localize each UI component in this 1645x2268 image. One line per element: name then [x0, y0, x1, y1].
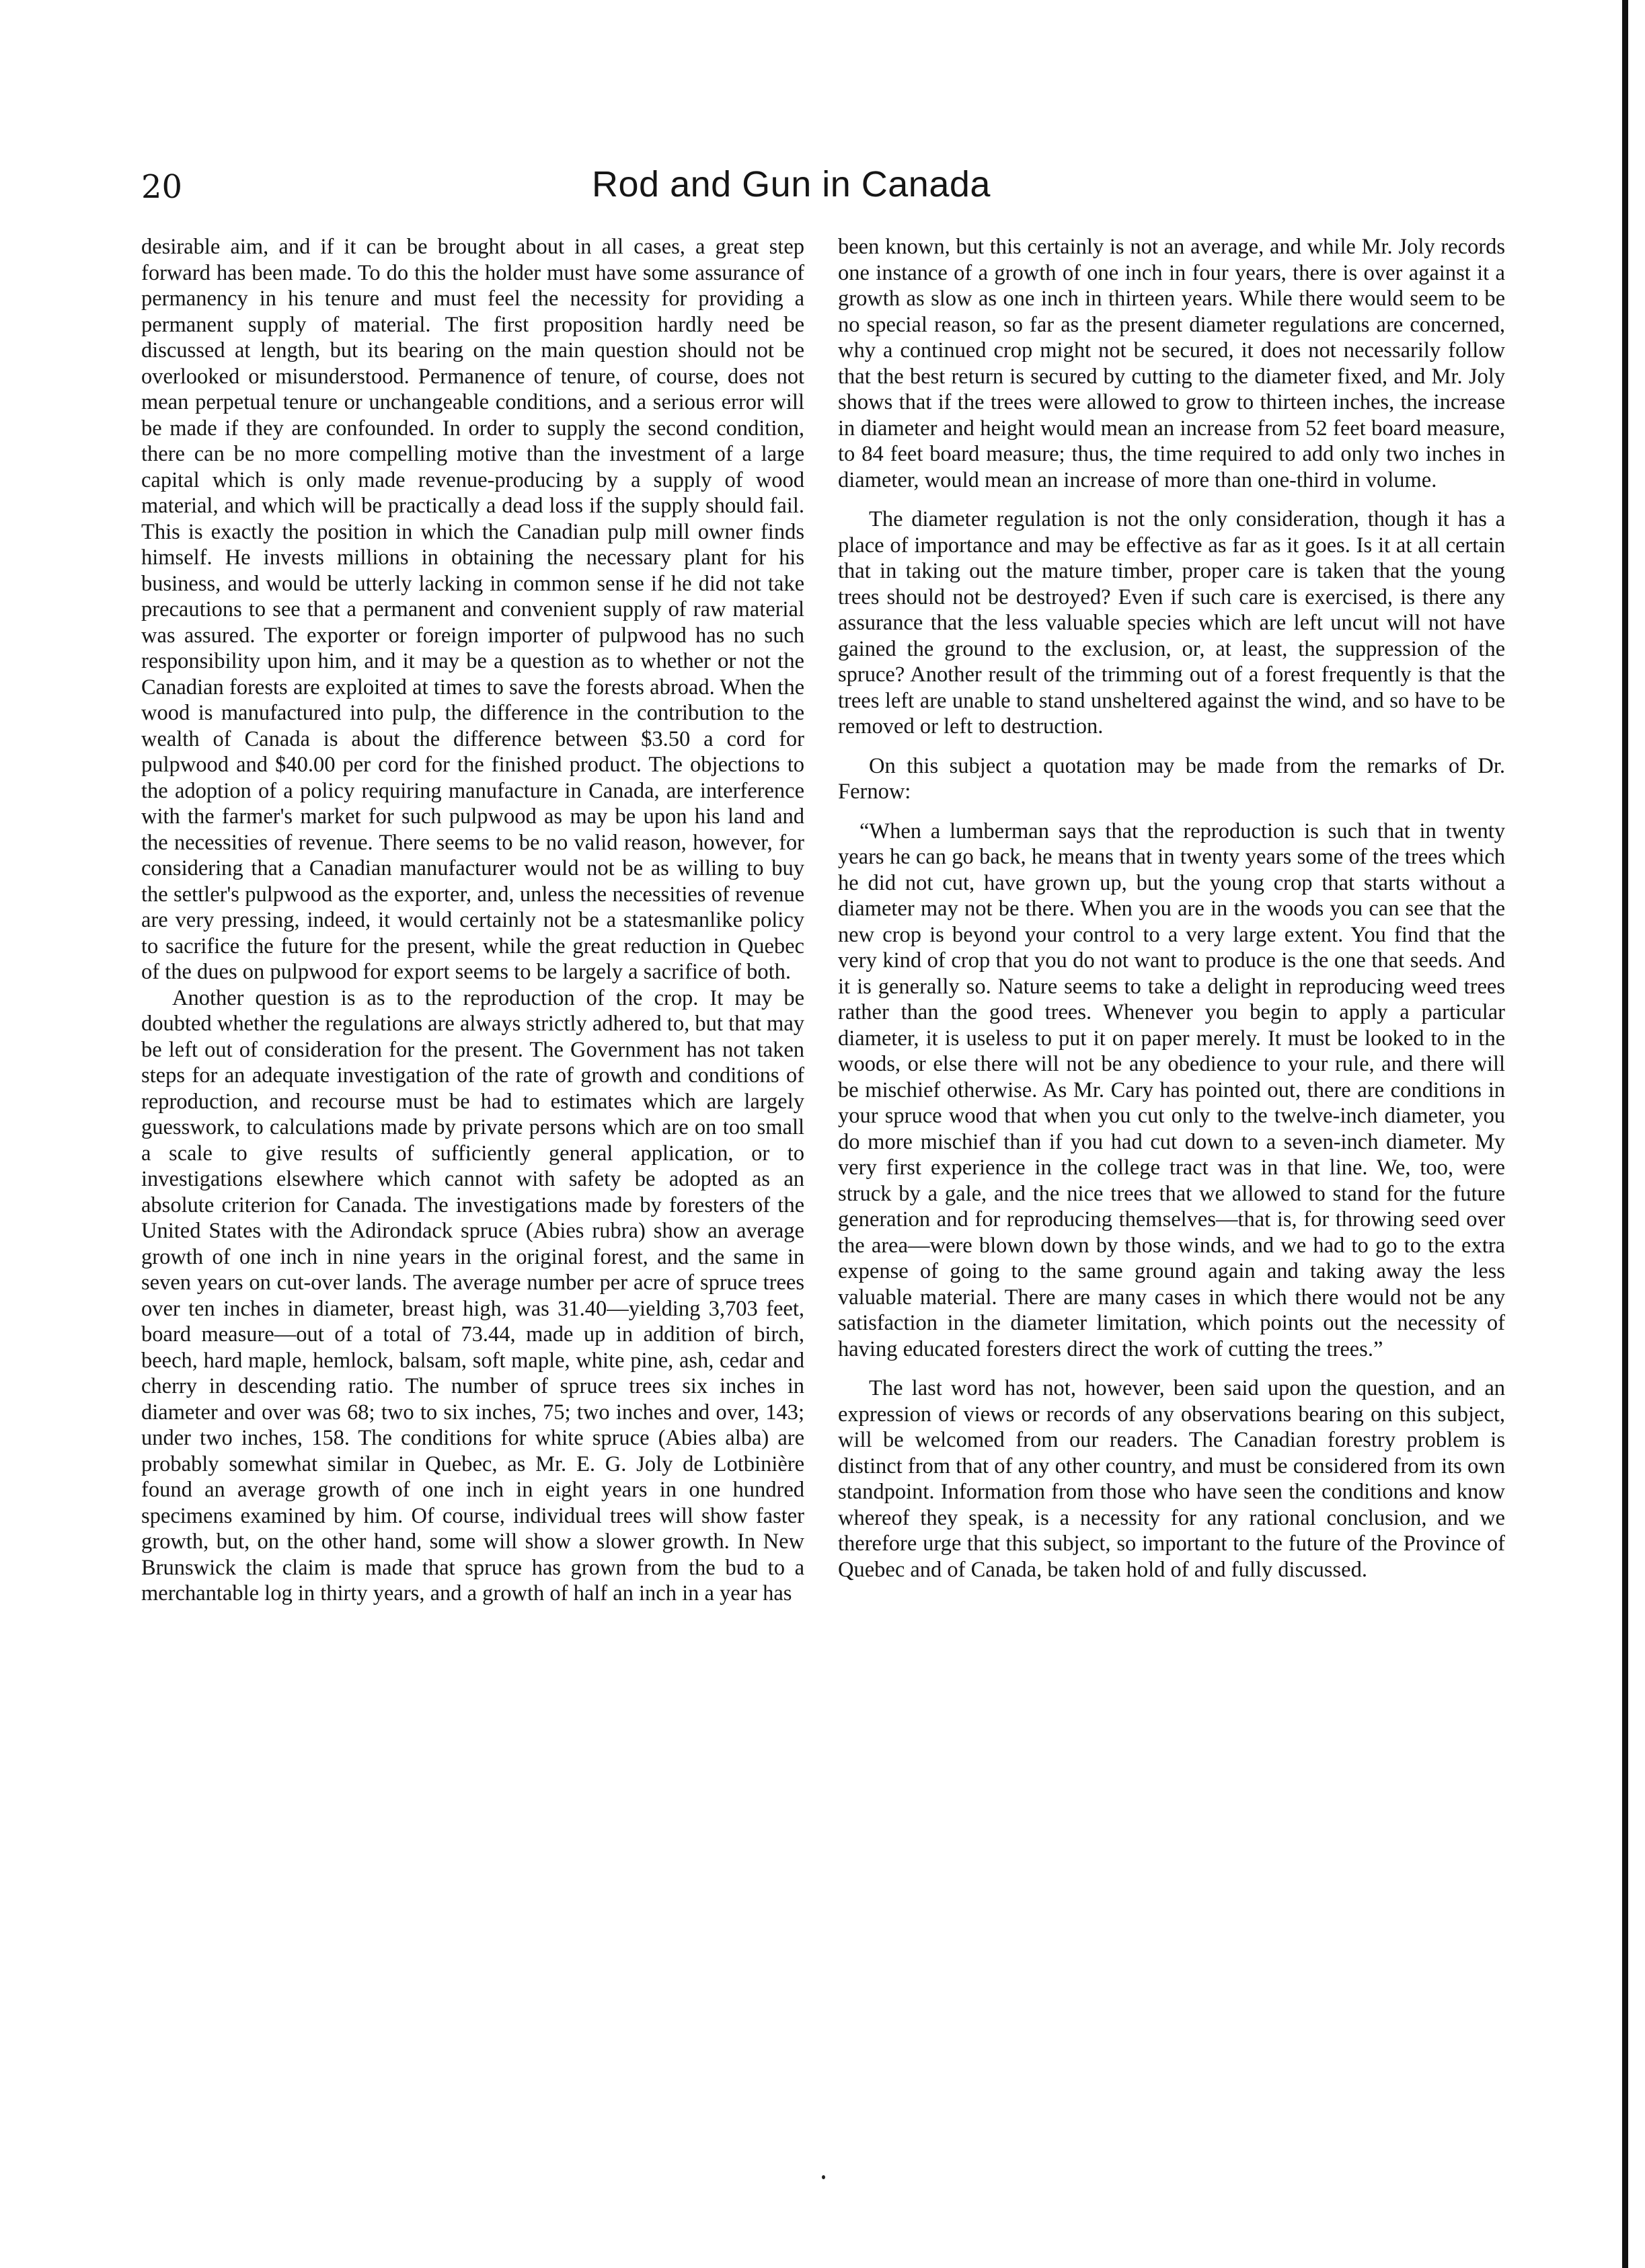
- page-number: 20: [141, 168, 183, 206]
- right-paragraph-3: On this subject a quotation may be made from the remarks of Dr. Fernow:: [838, 753, 1505, 804]
- right-paragraph-1: been known, but this certainly is not an average, and while Mr. Joly records one instance of a growth of one inch in four years, there is over against it a growth as slow as one inch in thirteen years. While there would seem to be no special reason, so far as the present diameter regulations are concerned, why a continued crop might not be secured, it does not necessarily follow that the best return is secured by cutting to the diameter fixed, and Mr. Joly shows that if the trees were allowed to grow to thirteen inches, the increase in diameter and height would mean an increase from 52 feet board measure, to 84 feet board measure; thus, the time required to add only two inches in diameter, would mean an increase of more than one-third in volume.: [838, 235, 1505, 492]
- left-paragraph-2: Another question is as to the reproduction of the crop. It may be doubted whether the regulations are always strictly adhered to, but that may be left out of consideration for the present. The Government has not taken steps for an adequate investigation of the rate of growth and conditions of reproduction, and recourse must be had to estimates which are largely guesswork, to calculations made by private persons which are on too small a scale to give results of sufficiently general application, or to investigations elsewhere which cannot with safety be adopted as an absolute criterion for Canada. The investigations made by foresters of the United States with the Adirondack spruce (Abies rubra) show an average growth of one inch in nine years in the original forest, and the same in seven years on cut-over lands. The average number per acre of spruce trees over ten inches in diameter, breast high, was 31.40—yielding 3,703 feet, board measure—out of a total of 73.44, made up in addition of birch, beech, hard maple, hemlock, balsam, soft maple, white pine, ash, cedar and cherry in descending ratio. The number of spruce trees six inches in diameter and over was 68; two to six inches, 75; two inches and over, 143; under two inches, 158. The conditions for white spruce (Abies alba) are probably somewhat similar in Quebec, as Mr. E. G. Joly de Lotbinière found an average growth of one inch in eight years in one hundred specimens examined by him. Of course, individual trees will show faster growth, but, on the other hand, some will show a slower growth. In New Brunswick the claim is made that spruce has grown from the bud to a merchantable log in thirty years, and a growth of half an inch in a year has: [141, 985, 804, 1605]
- right-paragraph-2: The diameter regulation is not the only consideration, though it has a place of importance and may be effective as far as it goes. Is it at all certain that in taking out the mature timber, proper care is taken that the young trees should not be destroyed? Even if such care is exercised, is there any assurance that the less valuable species which are left uncut will not have gained the ground to the exclusion, or, at least, the suppression of the spruce? Another result of the trimming out of a forest frequently is that the trees left are unable to stand unsheltered against the wind, and so have to be removed or left to destruction.: [838, 507, 1505, 739]
- left-paragraph-1: desirable aim, and if it can be brought about in all cases, a great step forward has been made. To do this the holder must have some assurance of permanency in his tenure and must feel the necessity for providing a permanent supply of material. The first proposition hardly need be discussed at length, but its bearing on the main question should not be overlooked or misunderstood. Permanence of tenure, of course, does not mean perpetual tenure or unchangeable conditions, and a serious error will be made if they are confounded. In order to supply the second condition, there can be no more compelling motive than the investment of a large capital which is only made revenue-producing by a supply of wood material, and which will be practically a dead loss if the supply should fail. This is exactly the position in which the Canadian pulp mill owner finds himself. He invests millions in obtaining the necessary plant for his business, and would be utterly lacking in common sense if he did not take precautions to see that a permanent and convenient supply of raw material was assured. The exporter or foreign importer of pulpwood has no such responsibility upon him, and it may be a question as to whether or not the Canadian forests are exploited at times to save the forests abroad. When the wood is manufactured into pulp, the difference in the contribution to the wealth of Canada is about the difference between $3.50 a cord for pulpwood and $40.00 per cord for the finished product. The objections to the adoption of a policy requiring manufacture in Canada, are interference with the farmer's market for such pulpwood as may be upon his land and the necessities of revenue. There seems to be no valid reason, however, for considering that a Canadian manufacturer would not be as willing to buy the settler's pulpwood as the exporter, and, unless the necessities of revenue are very pressing, indeed, it would certainly not be a statesmanlike policy to sacrifice the future for the present, while the great reduction in Quebec of the dues on pulpwood for export seems to be largely a sacrifice of both.: [141, 235, 804, 984]
- left-column: [141, 234, 804, 1607]
- page-edge-rule: [1622, 0, 1628, 2268]
- stray-ink-mark: [822, 2175, 825, 2179]
- right-column: [838, 234, 1505, 1583]
- running-head-title: Rod and Gun in Canada: [592, 164, 991, 204]
- fernow-quotation: “When a lumberman says that the reproduction is such that in twenty years he can go back, he means that in twenty years some of the trees which he did not cut, have grown up, but the young crop that starts without a diameter may not be there. When you are in the woods you can see that the new crop is beyond your control to a very large extent. You find that the very kind of crop that you do not want to produce is the one that seeds. And it is generally so. Nature seems to take a delight in reproducing weed trees rather than the good trees. Whenever you begin to apply a particular diameter, it is useless to put it on paper merely. It must be looked to in the woods, or else there will not be any obedience to your rule, and there will be mischief otherwise. As Mr. Cary has pointed out, there are conditions in your spruce wood that when you cut only to the twelve-inch diameter, you do more mischief than if you had cut down to a seven-inch diameter. My very first experience in the college tract was in that line. We, too, were struck by a gale, and the nice trees that we allowed to stand for the future generation and for reproducing themselves—that is, for throwing seed over the area—were blown down by those winds, and we had to go to the extra expense of going to the same ground again and taking away the less valuable material. There are many cases in which there would not be any satisfaction in the diameter limitation, which points out the necessity of having educated foresters direct the work of cutting the trees.”: [838, 819, 1505, 1361]
- right-paragraph-5: The last word has not, however, been said upon the question, and an expression of views or records of any observations bearing on this subject, will be welcomed from our readers. The Canadian forestry problem is distinct from that of any other country, and must be considered from its own standpoint. Information from those who have seen the conditions and know whereof they speak, is a necessity for any rational conclusion, and we therefore urge that this subject, so important to the future of the Province of Quebec and of Canada, be taken hold of and fully discussed.: [838, 1376, 1505, 1582]
